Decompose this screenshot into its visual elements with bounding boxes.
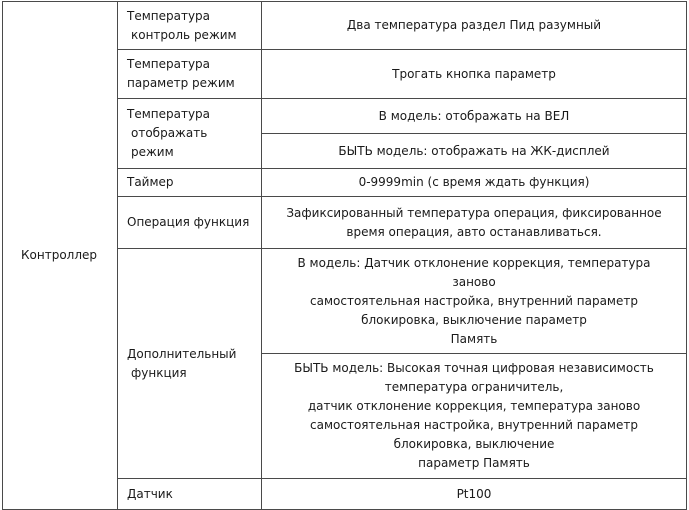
feature-cell-temp-display: Температура отображать режим (118, 99, 262, 169)
value-cell-temp-display-a: В модель: отображать на ВЕЛ (262, 99, 687, 134)
feature-cell-additional: Дополнительный функция (118, 249, 262, 479)
value-cell-temp-control: Два температура раздел Пид разумный (262, 2, 687, 50)
feature-cell-operation: Операция функция (118, 197, 262, 249)
value-cell-additional-b: БЫТЬ модель: Высокая точная цифровая независимость температура ограничитель, датчик отклонение коррекция, температура заново самостоятельная настройка, внутренний параметр блокировка, выключение параметр Память (262, 354, 687, 479)
value-cell-timer: 0-9999min (с время ждать функция) (262, 169, 687, 197)
controller-label: Контроллер (21, 248, 97, 262)
value-cell-additional-a: В модель: Датчик отклонение коррекция, температура заново самостоятельная настройка, внутренний параметр блокировка, выключение параметр Память (262, 249, 687, 354)
table-row (3, 2, 687, 50)
value-cell-temp-display-b: БЫТЬ модель: отображать на ЖК-дисплей (262, 134, 687, 169)
value-cell-operation: Зафиксированный температура операция, фиксированное время операция, авто останавливаться. (262, 197, 687, 249)
value-cell-sensor: Pt100 (262, 479, 687, 510)
feature-cell-sensor: Датчик (118, 479, 262, 510)
feature-cell-temp-control: Температура контроль режим (118, 2, 262, 50)
feature-cell-timer: Таймер (118, 169, 262, 197)
value-cell-temp-param: Трогать кнопка параметр (262, 50, 687, 99)
spec-table (2, 1, 687, 510)
controller-cell (3, 2, 118, 510)
feature-cell-temp-param: Температура параметр режим (118, 50, 262, 99)
